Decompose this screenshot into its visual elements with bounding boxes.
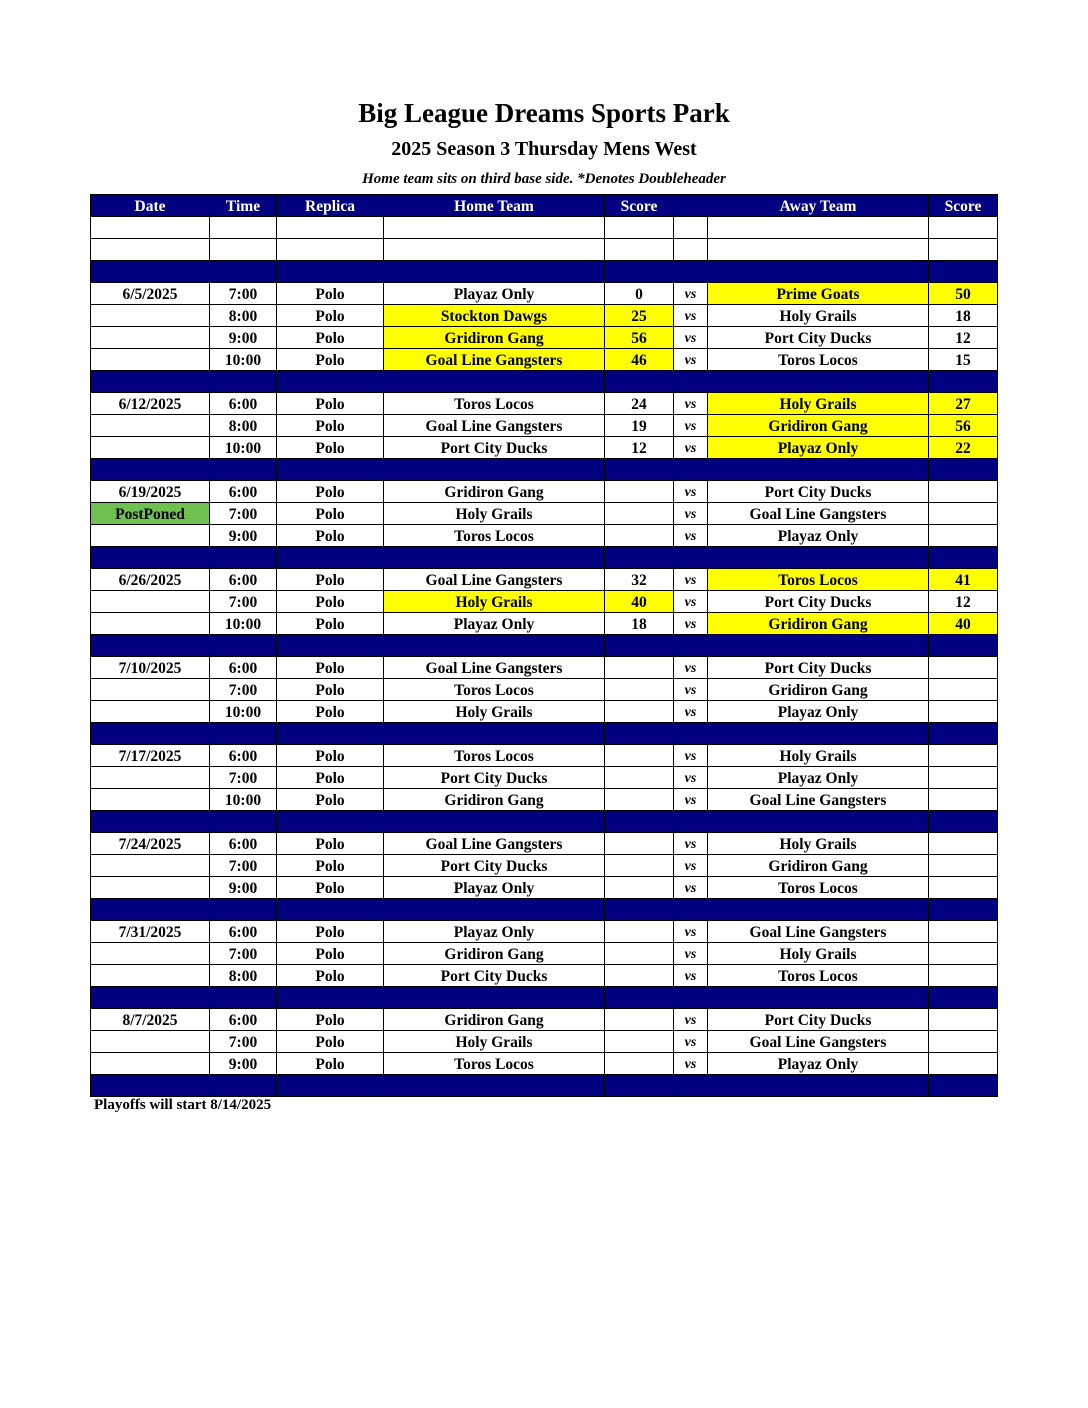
game-row — [91, 503, 998, 525]
game-date-empty — [91, 415, 210, 437]
week-separator — [91, 987, 998, 1009]
page-subtitle: 2025 Season 3 Thursday Mens West — [391, 138, 697, 160]
week-separator — [91, 635, 998, 657]
away-team: Port City Ducks — [708, 327, 929, 349]
game-field: Polo — [277, 1053, 384, 1075]
game-time: 6:00 — [210, 657, 277, 679]
header-home-team: Home Team — [384, 195, 605, 217]
game-row — [91, 877, 998, 899]
game-row — [91, 921, 998, 943]
game-time: 10:00 — [210, 613, 277, 635]
game-time: 6:00 — [210, 921, 277, 943]
vs-label: vs — [674, 415, 708, 437]
away-score — [929, 503, 998, 525]
home-team: Gridiron Gang — [384, 481, 605, 503]
away-team: Holy Grails — [708, 745, 929, 767]
game-date-empty — [91, 525, 210, 547]
game-row — [91, 943, 998, 965]
game-field: Polo — [277, 657, 384, 679]
game-date: 6/26/2025 — [91, 569, 210, 591]
home-team: Goal Line Gangsters — [384, 415, 605, 437]
vs-label: vs — [674, 657, 708, 679]
game-date-empty — [91, 767, 210, 789]
game-field: Polo — [277, 965, 384, 987]
game-field: Polo — [277, 943, 384, 965]
game-date-empty — [91, 613, 210, 635]
vs-label: vs — [674, 943, 708, 965]
home-team: Toros Locos — [384, 679, 605, 701]
game-date: 6/19/2025 — [91, 481, 210, 503]
game-row — [91, 393, 998, 415]
week-separator — [91, 899, 998, 921]
game-time: 7:00 — [210, 679, 277, 701]
vs-label: vs — [674, 1009, 708, 1031]
home-team: Toros Locos — [384, 525, 605, 547]
home-score: 40 — [605, 591, 674, 613]
game-field: Polo — [277, 833, 384, 855]
game-date: 7/24/2025 — [91, 833, 210, 855]
away-score — [929, 921, 998, 943]
game-field: Polo — [277, 921, 384, 943]
home-team: Playaz Only — [384, 613, 605, 635]
away-score: 27 — [929, 393, 998, 415]
home-team: Port City Ducks — [384, 855, 605, 877]
game-date-empty — [91, 943, 210, 965]
away-team: Goal Line Gangsters — [708, 921, 929, 943]
week-separator — [91, 547, 998, 569]
vs-label: vs — [674, 855, 708, 877]
away-team: Goal Line Gangsters — [708, 1031, 929, 1053]
game-date: 7/17/2025 — [91, 745, 210, 767]
week-separator — [91, 459, 998, 481]
game-row — [91, 283, 998, 305]
home-team: Port City Ducks — [384, 437, 605, 459]
away-score — [929, 679, 998, 701]
away-score — [929, 877, 998, 899]
home-score — [605, 767, 674, 789]
game-field: Polo — [277, 591, 384, 613]
away-team: Gridiron Gang — [708, 415, 929, 437]
game-row — [91, 1053, 998, 1075]
header-home-score: Score — [605, 195, 674, 217]
game-time: 9:00 — [210, 877, 277, 899]
away-score — [929, 525, 998, 547]
home-team: Toros Locos — [384, 393, 605, 415]
away-score — [929, 855, 998, 877]
header-away-team: Away Team — [708, 195, 929, 217]
header-date: Date — [91, 195, 210, 217]
blank-row — [91, 239, 998, 261]
game-time: 10:00 — [210, 789, 277, 811]
game-field: Polo — [277, 745, 384, 767]
home-score — [605, 503, 674, 525]
vs-label: vs — [674, 965, 708, 987]
game-field: Polo — [277, 569, 384, 591]
game-date: 7/10/2025 — [91, 657, 210, 679]
home-team: Playaz Only — [384, 283, 605, 305]
vs-label: vs — [674, 437, 708, 459]
vs-label: vs — [674, 877, 708, 899]
home-team: Goal Line Gangsters — [384, 657, 605, 679]
game-time: 7:00 — [210, 943, 277, 965]
header-replica: Replica — [277, 195, 384, 217]
away-team: Port City Ducks — [708, 481, 929, 503]
home-score — [605, 701, 674, 723]
game-time: 6:00 — [210, 393, 277, 415]
game-time: 6:00 — [210, 745, 277, 767]
away-team: Port City Ducks — [708, 1009, 929, 1031]
game-field: Polo — [277, 327, 384, 349]
away-score — [929, 745, 998, 767]
away-score: 50 — [929, 283, 998, 305]
game-date-empty — [91, 1031, 210, 1053]
home-score — [605, 1053, 674, 1075]
away-score — [929, 943, 998, 965]
home-team: Holy Grails — [384, 503, 605, 525]
away-team: Toros Locos — [708, 965, 929, 987]
game-date: 7/31/2025 — [91, 921, 210, 943]
game-date-empty — [91, 327, 210, 349]
away-score — [929, 657, 998, 679]
vs-label: vs — [674, 481, 708, 503]
home-team: Playaz Only — [384, 877, 605, 899]
away-team: Gridiron Gang — [708, 613, 929, 635]
away-score — [929, 789, 998, 811]
away-score: 12 — [929, 591, 998, 613]
home-score: 56 — [605, 327, 674, 349]
home-score — [605, 921, 674, 943]
away-score: 22 — [929, 437, 998, 459]
home-score — [605, 679, 674, 701]
game-row — [91, 1009, 998, 1031]
home-score — [605, 855, 674, 877]
game-row — [91, 481, 998, 503]
home-score: 25 — [605, 305, 674, 327]
game-row — [91, 789, 998, 811]
away-team: Holy Grails — [708, 305, 929, 327]
vs-label: vs — [674, 503, 708, 525]
home-team: Goal Line Gangsters — [384, 349, 605, 371]
postponed-badge: PostPoned — [91, 503, 210, 525]
game-field: Polo — [277, 877, 384, 899]
home-team: Holy Grails — [384, 591, 605, 613]
away-team: Playaz Only — [708, 701, 929, 723]
vs-label: vs — [674, 327, 708, 349]
game-time: 8:00 — [210, 415, 277, 437]
game-field: Polo — [277, 1009, 384, 1031]
game-row — [91, 1031, 998, 1053]
game-time: 6:00 — [210, 1009, 277, 1031]
game-time: 10:00 — [210, 701, 277, 723]
game-field: Polo — [277, 437, 384, 459]
vs-label: vs — [674, 283, 708, 305]
game-date-empty — [91, 1053, 210, 1075]
home-team: Gridiron Gang — [384, 943, 605, 965]
game-field: Polo — [277, 1031, 384, 1053]
away-team: Prime Goats — [708, 283, 929, 305]
game-time: 6:00 — [210, 833, 277, 855]
game-field: Polo — [277, 789, 384, 811]
game-date-empty — [91, 855, 210, 877]
game-row — [91, 569, 998, 591]
away-team: Port City Ducks — [708, 657, 929, 679]
away-team: Playaz Only — [708, 1053, 929, 1075]
game-date-empty — [91, 789, 210, 811]
vs-label: vs — [674, 393, 708, 415]
week-separator — [91, 811, 998, 833]
home-team: Gridiron Gang — [384, 789, 605, 811]
vs-label: vs — [674, 701, 708, 723]
game-row — [91, 415, 998, 437]
game-row — [91, 745, 998, 767]
vs-label: vs — [674, 349, 708, 371]
game-time: 6:00 — [210, 569, 277, 591]
week-separator — [91, 723, 998, 745]
away-team: Holy Grails — [708, 393, 929, 415]
vs-label: vs — [674, 591, 708, 613]
blank-row — [91, 217, 998, 239]
vs-label: vs — [674, 305, 708, 327]
away-team: Toros Locos — [708, 349, 929, 371]
away-team: Playaz Only — [708, 437, 929, 459]
away-team: Gridiron Gang — [708, 679, 929, 701]
home-score — [605, 525, 674, 547]
away-team: Goal Line Gangsters — [708, 503, 929, 525]
schedule-table — [90, 194, 998, 1097]
away-score — [929, 481, 998, 503]
header-vs — [674, 195, 708, 217]
away-team: Gridiron Gang — [708, 855, 929, 877]
game-time: 8:00 — [210, 965, 277, 987]
home-score: 24 — [605, 393, 674, 415]
away-score — [929, 701, 998, 723]
home-score — [605, 833, 674, 855]
home-team: Goal Line Gangsters — [384, 833, 605, 855]
week-separator — [91, 1075, 998, 1097]
home-score: 46 — [605, 349, 674, 371]
game-row — [91, 437, 998, 459]
away-team: Toros Locos — [708, 877, 929, 899]
away-score — [929, 1053, 998, 1075]
vs-label: vs — [674, 767, 708, 789]
home-score — [605, 789, 674, 811]
home-team: Stockton Dawgs — [384, 305, 605, 327]
home-team: Toros Locos — [384, 745, 605, 767]
game-row — [91, 679, 998, 701]
home-score — [605, 657, 674, 679]
game-field: Polo — [277, 481, 384, 503]
game-field: Polo — [277, 767, 384, 789]
game-row — [91, 701, 998, 723]
home-team: Gridiron Gang — [384, 327, 605, 349]
game-time: 10:00 — [210, 437, 277, 459]
page-title: Big League Dreams Sports Park — [358, 98, 730, 128]
away-score: 12 — [929, 327, 998, 349]
game-row — [91, 833, 998, 855]
home-team: Port City Ducks — [384, 767, 605, 789]
schedule-body — [91, 217, 998, 1097]
home-score — [605, 1009, 674, 1031]
game-row — [91, 525, 998, 547]
away-team: Goal Line Gangsters — [708, 789, 929, 811]
header-time: Time — [210, 195, 277, 217]
game-row — [91, 657, 998, 679]
game-time: 7:00 — [210, 855, 277, 877]
header-row — [91, 195, 998, 217]
game-date-empty — [91, 349, 210, 371]
game-time: 8:00 — [210, 305, 277, 327]
vs-label: vs — [674, 1031, 708, 1053]
vs-label: vs — [674, 1053, 708, 1075]
game-time: 7:00 — [210, 283, 277, 305]
away-score: 41 — [929, 569, 998, 591]
home-team: Holy Grails — [384, 1031, 605, 1053]
game-date: 8/7/2025 — [91, 1009, 210, 1031]
home-score: 32 — [605, 569, 674, 591]
week-separator — [91, 261, 998, 283]
playoffs-note: Playoffs will start 8/14/2025 — [94, 1097, 272, 1113]
home-team: Toros Locos — [384, 1053, 605, 1075]
game-row — [91, 855, 998, 877]
home-score: 12 — [605, 437, 674, 459]
away-team: Holy Grails — [708, 943, 929, 965]
vs-label: vs — [674, 613, 708, 635]
away-score — [929, 833, 998, 855]
vs-label: vs — [674, 745, 708, 767]
game-field: Polo — [277, 855, 384, 877]
away-team: Playaz Only — [708, 525, 929, 547]
schedule-note: Home team sits on third base side. *Denotes Doubleheader — [362, 171, 726, 187]
away-team: Holy Grails — [708, 833, 929, 855]
home-team: Playaz Only — [384, 921, 605, 943]
game-field: Polo — [277, 503, 384, 525]
away-score: 18 — [929, 305, 998, 327]
game-field: Polo — [277, 283, 384, 305]
home-team: Gridiron Gang — [384, 1009, 605, 1031]
game-row — [91, 613, 998, 635]
game-field: Polo — [277, 393, 384, 415]
game-row — [91, 349, 998, 371]
game-date: 6/12/2025 — [91, 393, 210, 415]
game-date-empty — [91, 701, 210, 723]
home-team: Port City Ducks — [384, 965, 605, 987]
game-time: 7:00 — [210, 767, 277, 789]
game-date-empty — [91, 305, 210, 327]
game-time: 7:00 — [210, 503, 277, 525]
away-score — [929, 965, 998, 987]
game-time: 9:00 — [210, 525, 277, 547]
away-team: Playaz Only — [708, 767, 929, 789]
game-row — [91, 767, 998, 789]
game-time: 10:00 — [210, 349, 277, 371]
vs-label: vs — [674, 525, 708, 547]
game-field: Polo — [277, 415, 384, 437]
header-away-score: Score — [929, 195, 998, 217]
home-score: 19 — [605, 415, 674, 437]
game-time: 7:00 — [210, 591, 277, 613]
game-field: Polo — [277, 613, 384, 635]
away-team: Toros Locos — [708, 569, 929, 591]
home-score: 18 — [605, 613, 674, 635]
home-score — [605, 745, 674, 767]
game-field: Polo — [277, 701, 384, 723]
game-date-empty — [91, 877, 210, 899]
game-time: 9:00 — [210, 327, 277, 349]
home-team: Goal Line Gangsters — [384, 569, 605, 591]
away-score: 40 — [929, 613, 998, 635]
game-time: 7:00 — [210, 1031, 277, 1053]
game-date-empty — [91, 679, 210, 701]
home-score — [605, 481, 674, 503]
vs-label: vs — [674, 833, 708, 855]
away-team: Port City Ducks — [708, 591, 929, 613]
away-score — [929, 1009, 998, 1031]
vs-label: vs — [674, 679, 708, 701]
game-field: Polo — [277, 525, 384, 547]
game-date-empty — [91, 437, 210, 459]
home-team: Holy Grails — [384, 701, 605, 723]
home-score: 0 — [605, 283, 674, 305]
game-row — [91, 591, 998, 613]
vs-label: vs — [674, 569, 708, 591]
game-row — [91, 327, 998, 349]
game-time: 9:00 — [210, 1053, 277, 1075]
vs-label: vs — [674, 789, 708, 811]
away-score: 15 — [929, 349, 998, 371]
home-score — [605, 943, 674, 965]
away-score: 56 — [929, 415, 998, 437]
away-score — [929, 767, 998, 789]
game-time: 6:00 — [210, 481, 277, 503]
game-row — [91, 965, 998, 987]
home-score — [605, 877, 674, 899]
game-field: Polo — [277, 305, 384, 327]
game-row — [91, 305, 998, 327]
game-field: Polo — [277, 679, 384, 701]
week-separator — [91, 371, 998, 393]
game-date-empty — [91, 965, 210, 987]
game-field: Polo — [277, 349, 384, 371]
home-score — [605, 1031, 674, 1053]
vs-label: vs — [674, 921, 708, 943]
game-date: 6/5/2025 — [91, 283, 210, 305]
home-score — [605, 965, 674, 987]
game-date-empty — [91, 591, 210, 613]
away-score — [929, 1031, 998, 1053]
